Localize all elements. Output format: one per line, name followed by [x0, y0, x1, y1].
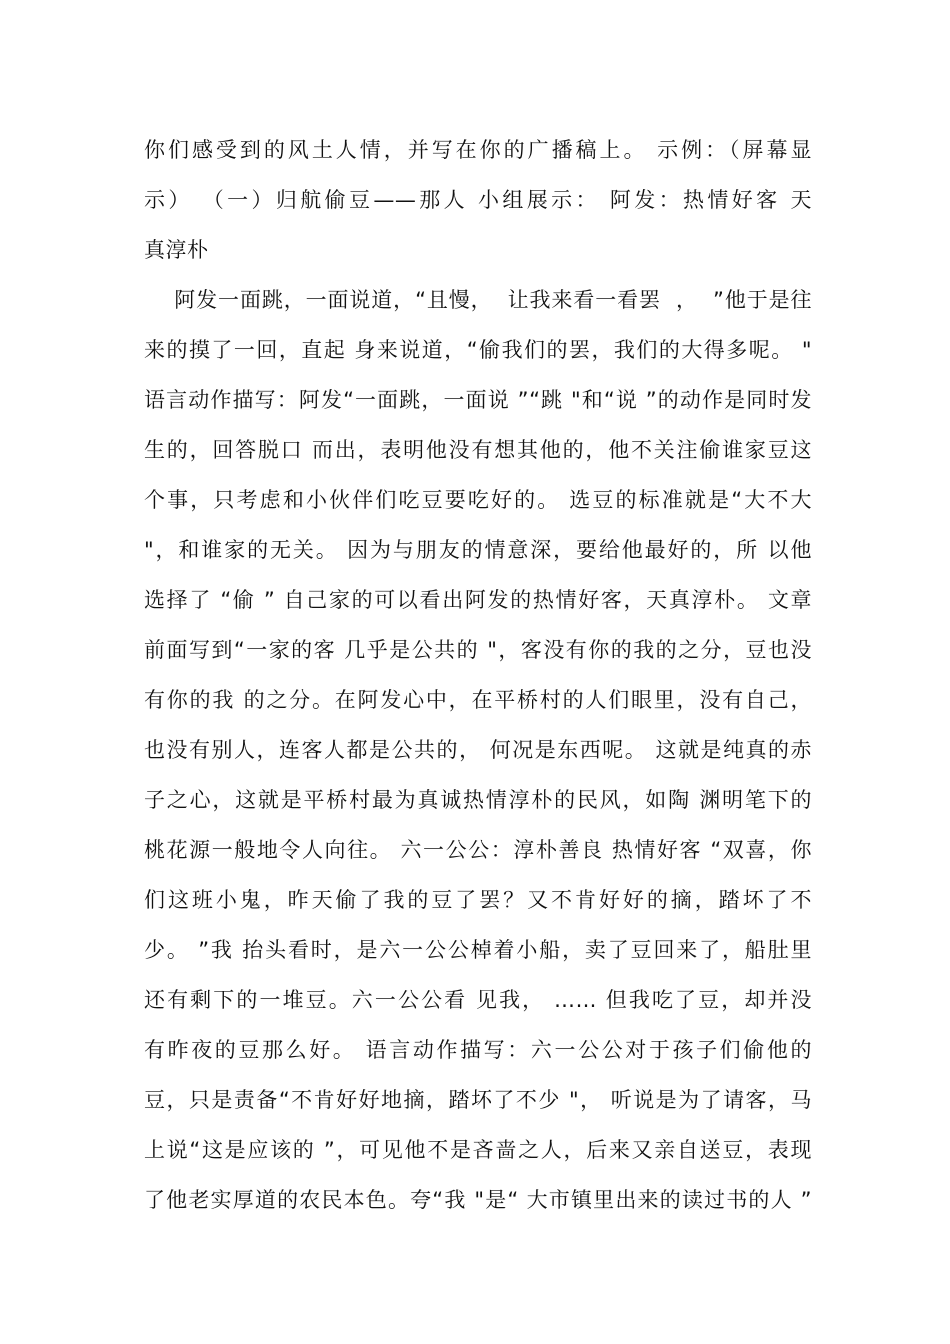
text-line: 来的摸了一回，直起 身来说道，“偷我们的罢，我们的大得多呢。 " — [144, 338, 812, 362]
text-line: 少。 ”我 抬头看时，是六一公公棹着小船，卖了豆回来了，船肚里 — [144, 938, 812, 962]
text-line: 豆，只是责备“不肯好好地摘，踏坏了不少 "， 听说是为了请客，马 — [144, 1088, 812, 1112]
text-line: 上说“这是应该的 ”，可见他不是吝啬之人，后来又亲自送豆，表现 — [144, 1138, 812, 1162]
text-line: 子之心，这就是平桥村最为真诚热情淳朴的民风，如陶 渊明笔下的 — [144, 788, 812, 812]
text-line: 选择了 “偷 ” 自己家的可以看出阿发的热情好客，天真淳朴。 文章 — [144, 588, 812, 612]
text-line: 生的，回答脱口 而出，表明他没有想其他的，他不关注偷谁家豆这 — [144, 438, 812, 462]
text-line: "，和谁家的无关。 因为与朋友的情意深，要给他最好的，所 以他 — [144, 538, 812, 562]
text-line: 还有剩下的一堆豆。六一公公看 见我， …… 但我吃了豆，却并没 — [144, 988, 812, 1012]
text-line: 了他老实厚道的农民本色。夸“我 "是“ 大市镇里出来的读过书的人 ” — [144, 1188, 812, 1212]
text-line: 阿发一面跳，一面说道，“且慢， 让我来看一看罢 ， ”他于是往 — [144, 288, 812, 312]
text-line: 前面写到“一家的客 几乎是公共的 "，客没有你的我的之分，豆也没 — [144, 638, 812, 662]
text-line: 们这班小鬼，昨天偷了我的豆了罢？又不肯好好的摘，踏坏了不 — [144, 888, 812, 912]
paragraph-intro — [144, 125, 812, 275]
text-line: 桃花源一般地令人向往。 六一公公：淳朴善良 热情好客 “双喜，你 — [144, 838, 812, 862]
paragraph-analysis — [144, 275, 812, 1225]
text-line: 你们感受到的风土人情，并写在你的广播稿上。 示例：（屏幕显 — [144, 138, 812, 162]
text-line: 有昨夜的豆那么好。 语言动作描写：六一公公对于孩子们偷他的 — [144, 1038, 812, 1062]
text-line: 也没有别人，连客人都是公共的， 何况是东西呢。 这就是纯真的赤 — [144, 738, 812, 762]
text-line: 个事，只考虑和小伙伴们吃豆要吃好的。 选豆的标准就是“大不大 — [144, 488, 812, 512]
text-line: 语言动作描写：阿发“一面跳，一面说 ”“跳 "和“说 ”的动作是同时发 — [144, 388, 812, 412]
text-line: 示） （一）归航偷豆——那人 小组展示： 阿发：热情好客 天 — [144, 188, 812, 212]
text-line: 真淳朴 — [144, 238, 209, 262]
text-line: 有你的我 的之分。在阿发心中，在平桥村的人们眼里，没有自己， — [144, 688, 812, 712]
